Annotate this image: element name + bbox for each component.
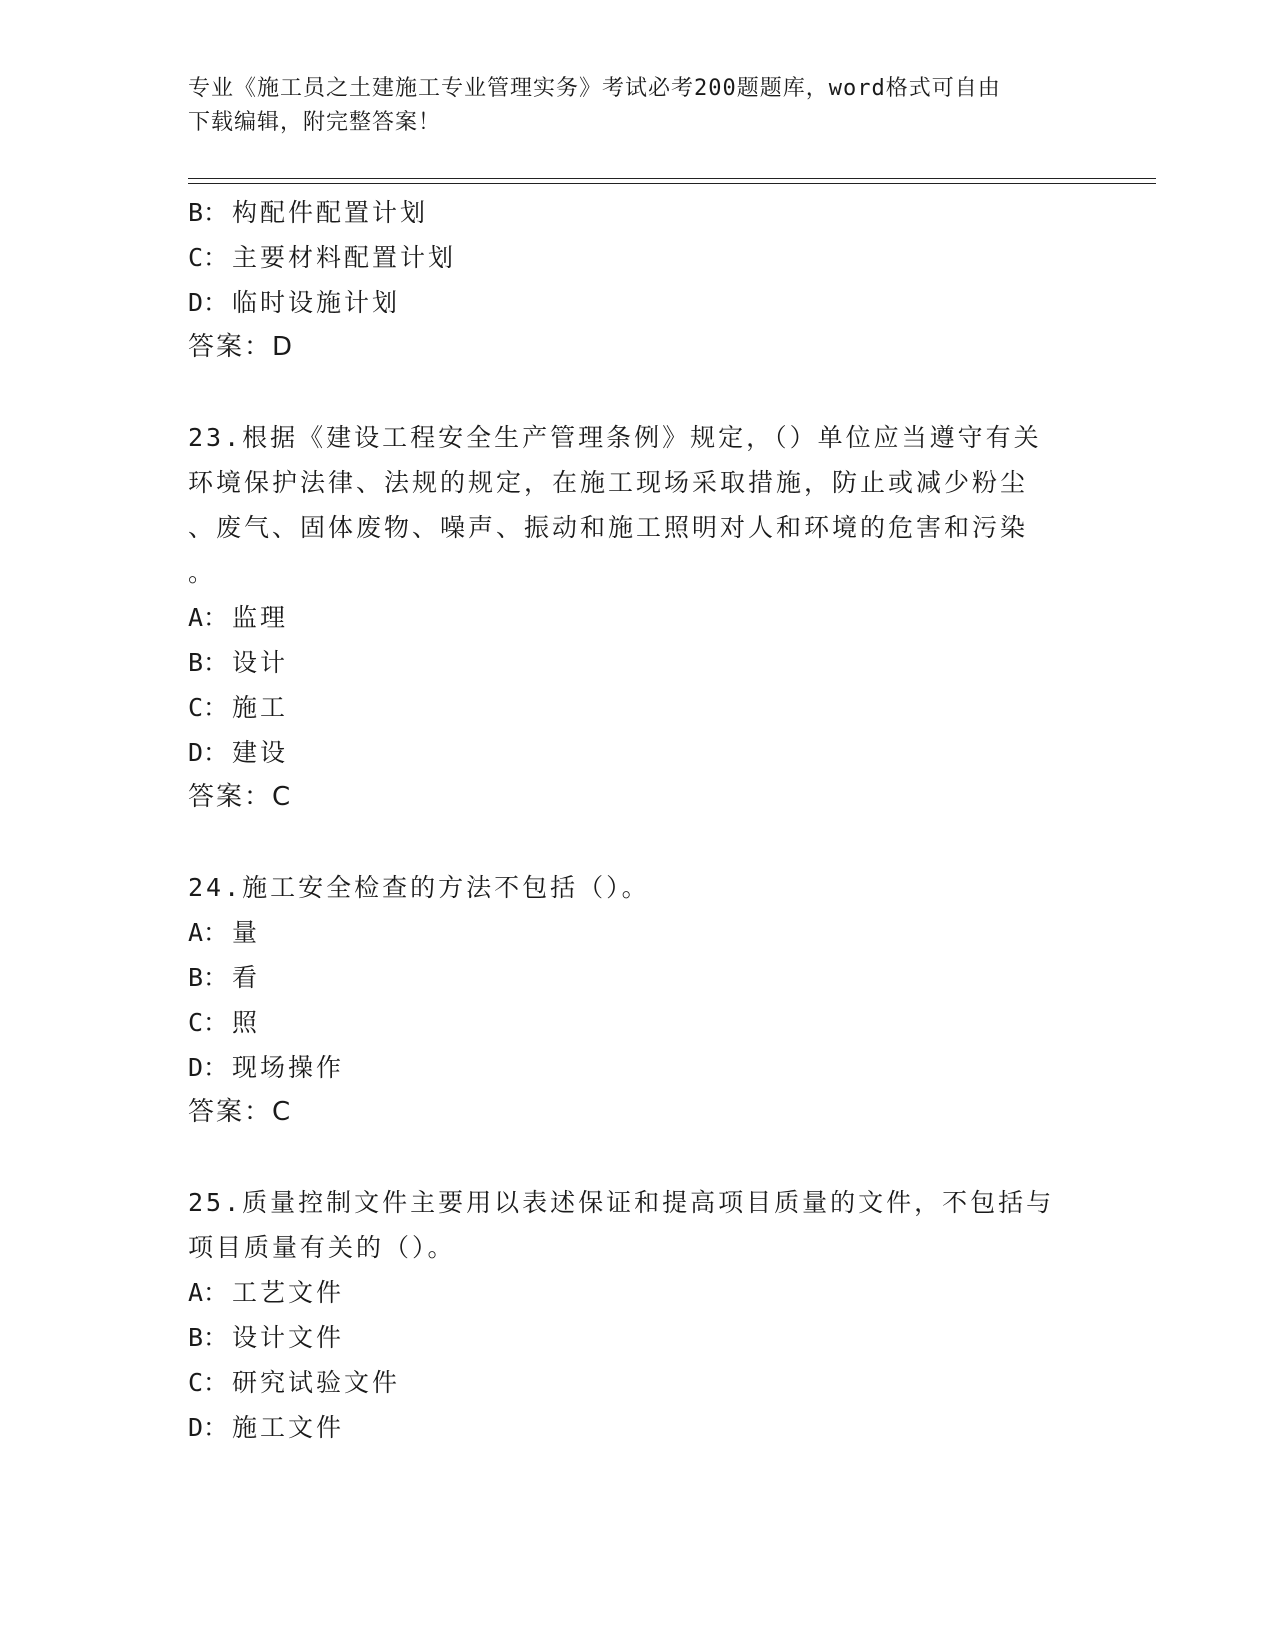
option-a [188,1270,1088,1315]
answer-line: 答案：C [188,1097,293,1127]
option-text: 监理 [232,603,289,632]
option-b [188,640,1088,685]
header-divider-top [188,178,1156,179]
question-text-line: 。 [188,558,217,587]
option-text: 构配件配置计划 [232,198,429,227]
option-text: 研究试验文件 [232,1368,401,1397]
option-key: C： [188,693,229,722]
header-line-2: 下载编辑，附完整答案！ [188,110,442,135]
option-text: 现场操作 [232,1053,345,1082]
option-text: 设计 [232,648,289,677]
option-a [188,910,1088,955]
option-text: 看 [232,963,261,992]
question-text-line: 环境保护法律、法规的规定，在施工现场采取措施，防止或减少粉尘 [188,468,1029,497]
option-text: 主要材料配置计划 [232,243,457,272]
option-key: D： [188,1053,229,1082]
option-c [188,235,1088,280]
question-22-tail [188,190,1088,370]
option-d [188,280,1088,325]
header-line-1: 专业《施工员之土建施工专业管理实务》考试必考200题题库，word格式可自由 [188,76,1001,101]
question-text-line: 、废气、固体废物、噪声、振动和施工照明对人和环境的危害和污染 [188,513,1029,542]
header-divider-bottom [188,183,1156,184]
question-25 [188,1180,1088,1450]
answer-line: 答案：D [188,332,295,362]
option-d [188,730,1088,775]
option-b [188,1315,1088,1360]
question-23 [188,415,1088,820]
option-b [188,190,1088,235]
answer-line: 答案：C [188,782,293,812]
option-key: C： [188,1008,229,1037]
option-d [188,1405,1088,1450]
option-c [188,685,1088,730]
option-key: C： [188,243,229,272]
option-text: 工艺文件 [232,1278,345,1307]
option-text: 量 [232,918,261,947]
option-key: B： [188,648,229,677]
question-list [188,190,1088,1450]
option-text: 施工 [232,693,289,722]
option-key: C： [188,1368,229,1397]
option-key: A： [188,918,229,947]
option-key: D： [188,288,229,317]
option-text: 照 [232,1008,261,1037]
option-key: B： [188,963,229,992]
spacer [188,820,1088,865]
option-c [188,1360,1088,1405]
spacer [188,370,1088,415]
document-header [188,72,1088,140]
question-text-line: 24.施工安全检查的方法不包括（）。 [188,873,650,902]
option-d [188,1045,1088,1090]
option-text: 设计文件 [232,1323,345,1352]
option-a [188,595,1088,640]
option-text: 建设 [232,738,289,767]
question-text-line: 项目质量有关的（）。 [188,1233,456,1262]
option-b [188,955,1088,1000]
option-key: B： [188,198,229,227]
question-text-line: 23.根据《建设工程安全生产管理条例》规定，（）单位应当遵守有关 [188,423,1042,452]
spacer [188,1135,1088,1180]
question-24 [188,865,1088,1135]
question-text-line: 25.质量控制文件主要用以表述保证和提高项目质量的文件，不包括与 [188,1188,1055,1217]
option-text: 临时设施计划 [232,288,401,317]
option-key: D： [188,738,229,767]
option-text: 施工文件 [232,1413,345,1442]
option-key: A： [188,603,229,632]
option-key: A： [188,1278,229,1307]
option-key: D： [188,1413,229,1442]
option-key: B： [188,1323,229,1352]
option-c [188,1000,1088,1045]
